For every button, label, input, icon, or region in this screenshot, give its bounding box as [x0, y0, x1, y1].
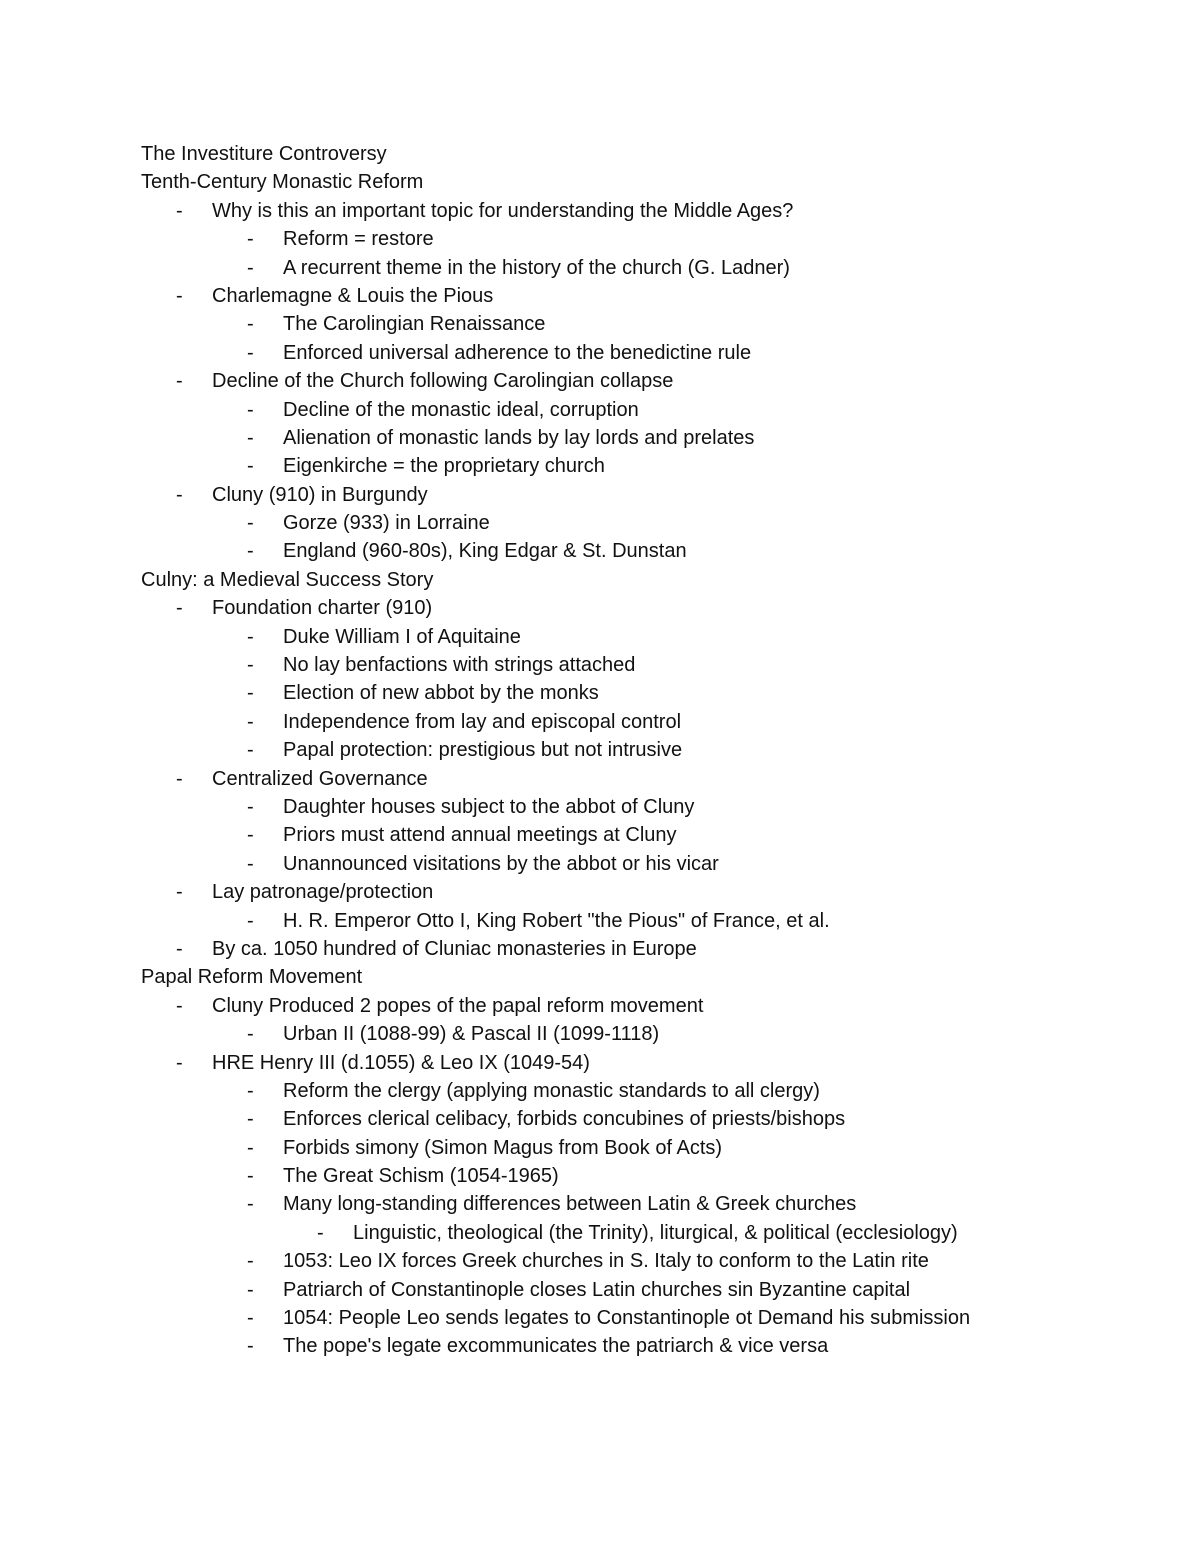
item-text: Independence from lay and episcopal control [283, 710, 682, 733]
item-text: The Carolingian Renaissance [283, 313, 546, 336]
bullet-dash: - [176, 483, 183, 506]
bullet-dash: - [176, 881, 183, 904]
item-text: Alienation of monastic lands by lay lords and prelates [283, 426, 755, 449]
bullet-dash: - [176, 994, 183, 1017]
bullet-dash: - [176, 199, 183, 222]
item-text: Lay patronage/protection [212, 881, 434, 904]
outline-item [0, 1276, 1200, 1304]
bullet-dash: - [247, 682, 254, 705]
bullet-dash: - [247, 426, 254, 449]
outline-item [0, 254, 1200, 282]
item-text: No lay benfactions with strings attached [283, 654, 636, 677]
section-heading [0, 566, 1200, 594]
bullet-dash: - [247, 455, 254, 478]
item-text: A recurrent theme in the history of the church (G. Ladner) [283, 256, 790, 279]
bullet-dash: - [247, 1079, 254, 1102]
item-text: Many long-standing differences between Latin & Greek churches [283, 1193, 857, 1216]
item-text: 1054: People Leo sends legates to Constantinople ot Demand his submission [283, 1307, 971, 1330]
item-text: Reform the clergy (applying monastic standards to all clergy) [283, 1079, 820, 1102]
bullet-dash: - [247, 1023, 254, 1046]
bullet-dash: - [247, 852, 254, 875]
item-text: Unannounced visitations by the abbot or his vicar [283, 852, 719, 875]
outline-item [0, 992, 1200, 1020]
section-heading [0, 963, 1200, 991]
bullet-dash: - [247, 1250, 254, 1273]
item-text: Duke William I of Aquitaine [283, 625, 521, 648]
outline-item [0, 481, 1200, 509]
item-text: HRE Henry III (d.1055) & Leo IX (1049-54) [212, 1051, 590, 1074]
bullet-dash: - [176, 767, 183, 790]
item-text: Papal protection: prestigious but not intrusive [283, 739, 683, 762]
item-text: Enforced universal adherence to the benedictine rule [283, 341, 752, 364]
bullet-dash: - [247, 625, 254, 648]
item-text: The Great Schism (1054-1965) [283, 1165, 559, 1188]
bullet-dash: - [247, 313, 254, 336]
item-text: Gorze (933) in Lorraine [283, 512, 490, 535]
outline-item [0, 765, 1200, 793]
bullet-dash: - [247, 1108, 254, 1131]
bullet-dash: - [176, 370, 183, 393]
item-text: Linguistic, theological (the Trinity), liturgical, & political (ecclesiology) [353, 1221, 958, 1244]
item-text: Priors must attend annual meetings at Cluny [283, 824, 677, 847]
item-text: Enforces clerical celibacy, forbids concubines of priests/bishops [283, 1108, 846, 1131]
item-text: Foundation charter (910) [212, 597, 433, 620]
outline-item [0, 537, 1200, 565]
item-text: The pope's legate excommunicates the patriarch & vice versa [283, 1335, 829, 1358]
outline-item [0, 310, 1200, 338]
item-text: H. R. Emperor Otto I, King Robert "the Pious" of France, et al. [283, 909, 830, 932]
heading-text: The Investiture Controversy [141, 143, 387, 165]
outline-item [0, 225, 1200, 253]
bullet-dash: - [247, 256, 254, 279]
item-text: Cluny Produced 2 popes of the papal reform movement [212, 994, 704, 1017]
bullet-dash: - [247, 1193, 254, 1216]
section-heading [0, 168, 1200, 196]
outline-item [0, 594, 1200, 622]
outline-item [0, 197, 1200, 225]
bullet-dash: - [247, 909, 254, 932]
outline-item [0, 651, 1200, 679]
outline-item [0, 793, 1200, 821]
bullet-dash: - [247, 1278, 254, 1301]
outline-item [0, 1247, 1200, 1275]
bullet-dash: - [247, 1307, 254, 1330]
outline-item [0, 679, 1200, 707]
bullet-dash: - [247, 228, 254, 251]
document-page [0, 140, 1200, 1361]
bullet-dash: - [247, 710, 254, 733]
heading-text: Culny: a Medieval Success Story [141, 568, 434, 591]
outline-item [0, 339, 1200, 367]
outline-item [0, 452, 1200, 480]
outline-item [0, 1162, 1200, 1190]
item-text: Centralized Governance [212, 767, 428, 790]
outline-item [0, 509, 1200, 537]
bullet-dash: - [176, 1051, 183, 1074]
section-heading [0, 140, 1200, 168]
bullet-dash: - [247, 739, 254, 762]
bullet-dash: - [247, 654, 254, 677]
outline-item [0, 708, 1200, 736]
outline-item [0, 1304, 1200, 1332]
outline-item [0, 821, 1200, 849]
bullet-dash: - [247, 1136, 254, 1159]
item-text: 1053: Leo IX forces Greek churches in S. Italy to conform to the Latin rite [283, 1250, 929, 1273]
item-text: By ca. 1050 hundred of Cluniac monasteries in Europe [212, 937, 697, 960]
outline-item [0, 282, 1200, 310]
item-text: Patriarch of Constantinople closes Latin churches sin Byzantine capital [283, 1278, 911, 1301]
item-text: Eigenkirche = the proprietary church [283, 455, 605, 478]
outline-item [0, 736, 1200, 764]
outline-item [0, 907, 1200, 935]
item-text: Reform = restore [283, 228, 434, 251]
bullet-dash: - [247, 795, 254, 818]
bullet-dash: - [176, 284, 183, 307]
bullet-dash: - [317, 1221, 324, 1244]
bullet-dash: - [247, 824, 254, 847]
outline-item [0, 1020, 1200, 1048]
outline-item [0, 1190, 1200, 1218]
outline-item [0, 424, 1200, 452]
bullet-dash: - [247, 398, 254, 421]
bullet-dash: - [247, 540, 254, 563]
item-text: Charlemagne & Louis the Pious [212, 284, 494, 307]
outline-item [0, 878, 1200, 906]
item-text: Decline of the Church following Carolingian collapse [212, 370, 674, 393]
outline-item [0, 1077, 1200, 1105]
outline-item [0, 396, 1200, 424]
item-text: Why is this an important topic for understanding the Middle Ages? [212, 199, 794, 222]
bullet-dash: - [176, 597, 183, 620]
outline-item [0, 1049, 1200, 1077]
bullet-dash: - [247, 341, 254, 364]
item-text: Decline of the monastic ideal, corruption [283, 398, 639, 421]
heading-text: Tenth-Century Monastic Reform [141, 171, 424, 194]
outline-item [0, 623, 1200, 651]
item-text: Forbids simony (Simon Magus from Book of Acts) [283, 1136, 723, 1159]
outline-item [0, 850, 1200, 878]
bullet-dash: - [176, 937, 183, 960]
outline-item [0, 1219, 1200, 1247]
item-text: Election of new abbot by the monks [283, 682, 599, 705]
outline-item [0, 1332, 1200, 1360]
item-text: Daughter houses subject to the abbot of Cluny [283, 795, 695, 818]
item-text: Urban II (1088-99) & Pascal II (1099-1118) [283, 1023, 660, 1046]
outline-item [0, 935, 1200, 963]
bullet-dash: - [247, 1165, 254, 1188]
item-text: Cluny (910) in Burgundy [212, 483, 428, 506]
outline-item [0, 367, 1200, 395]
outline-item [0, 1105, 1200, 1133]
heading-text: Papal Reform Movement [141, 966, 363, 989]
bullet-dash: - [247, 1335, 254, 1358]
item-text: England (960-80s), King Edgar & St. Dunstan [283, 540, 687, 563]
outline-item [0, 1134, 1200, 1162]
bullet-dash: - [247, 512, 254, 535]
